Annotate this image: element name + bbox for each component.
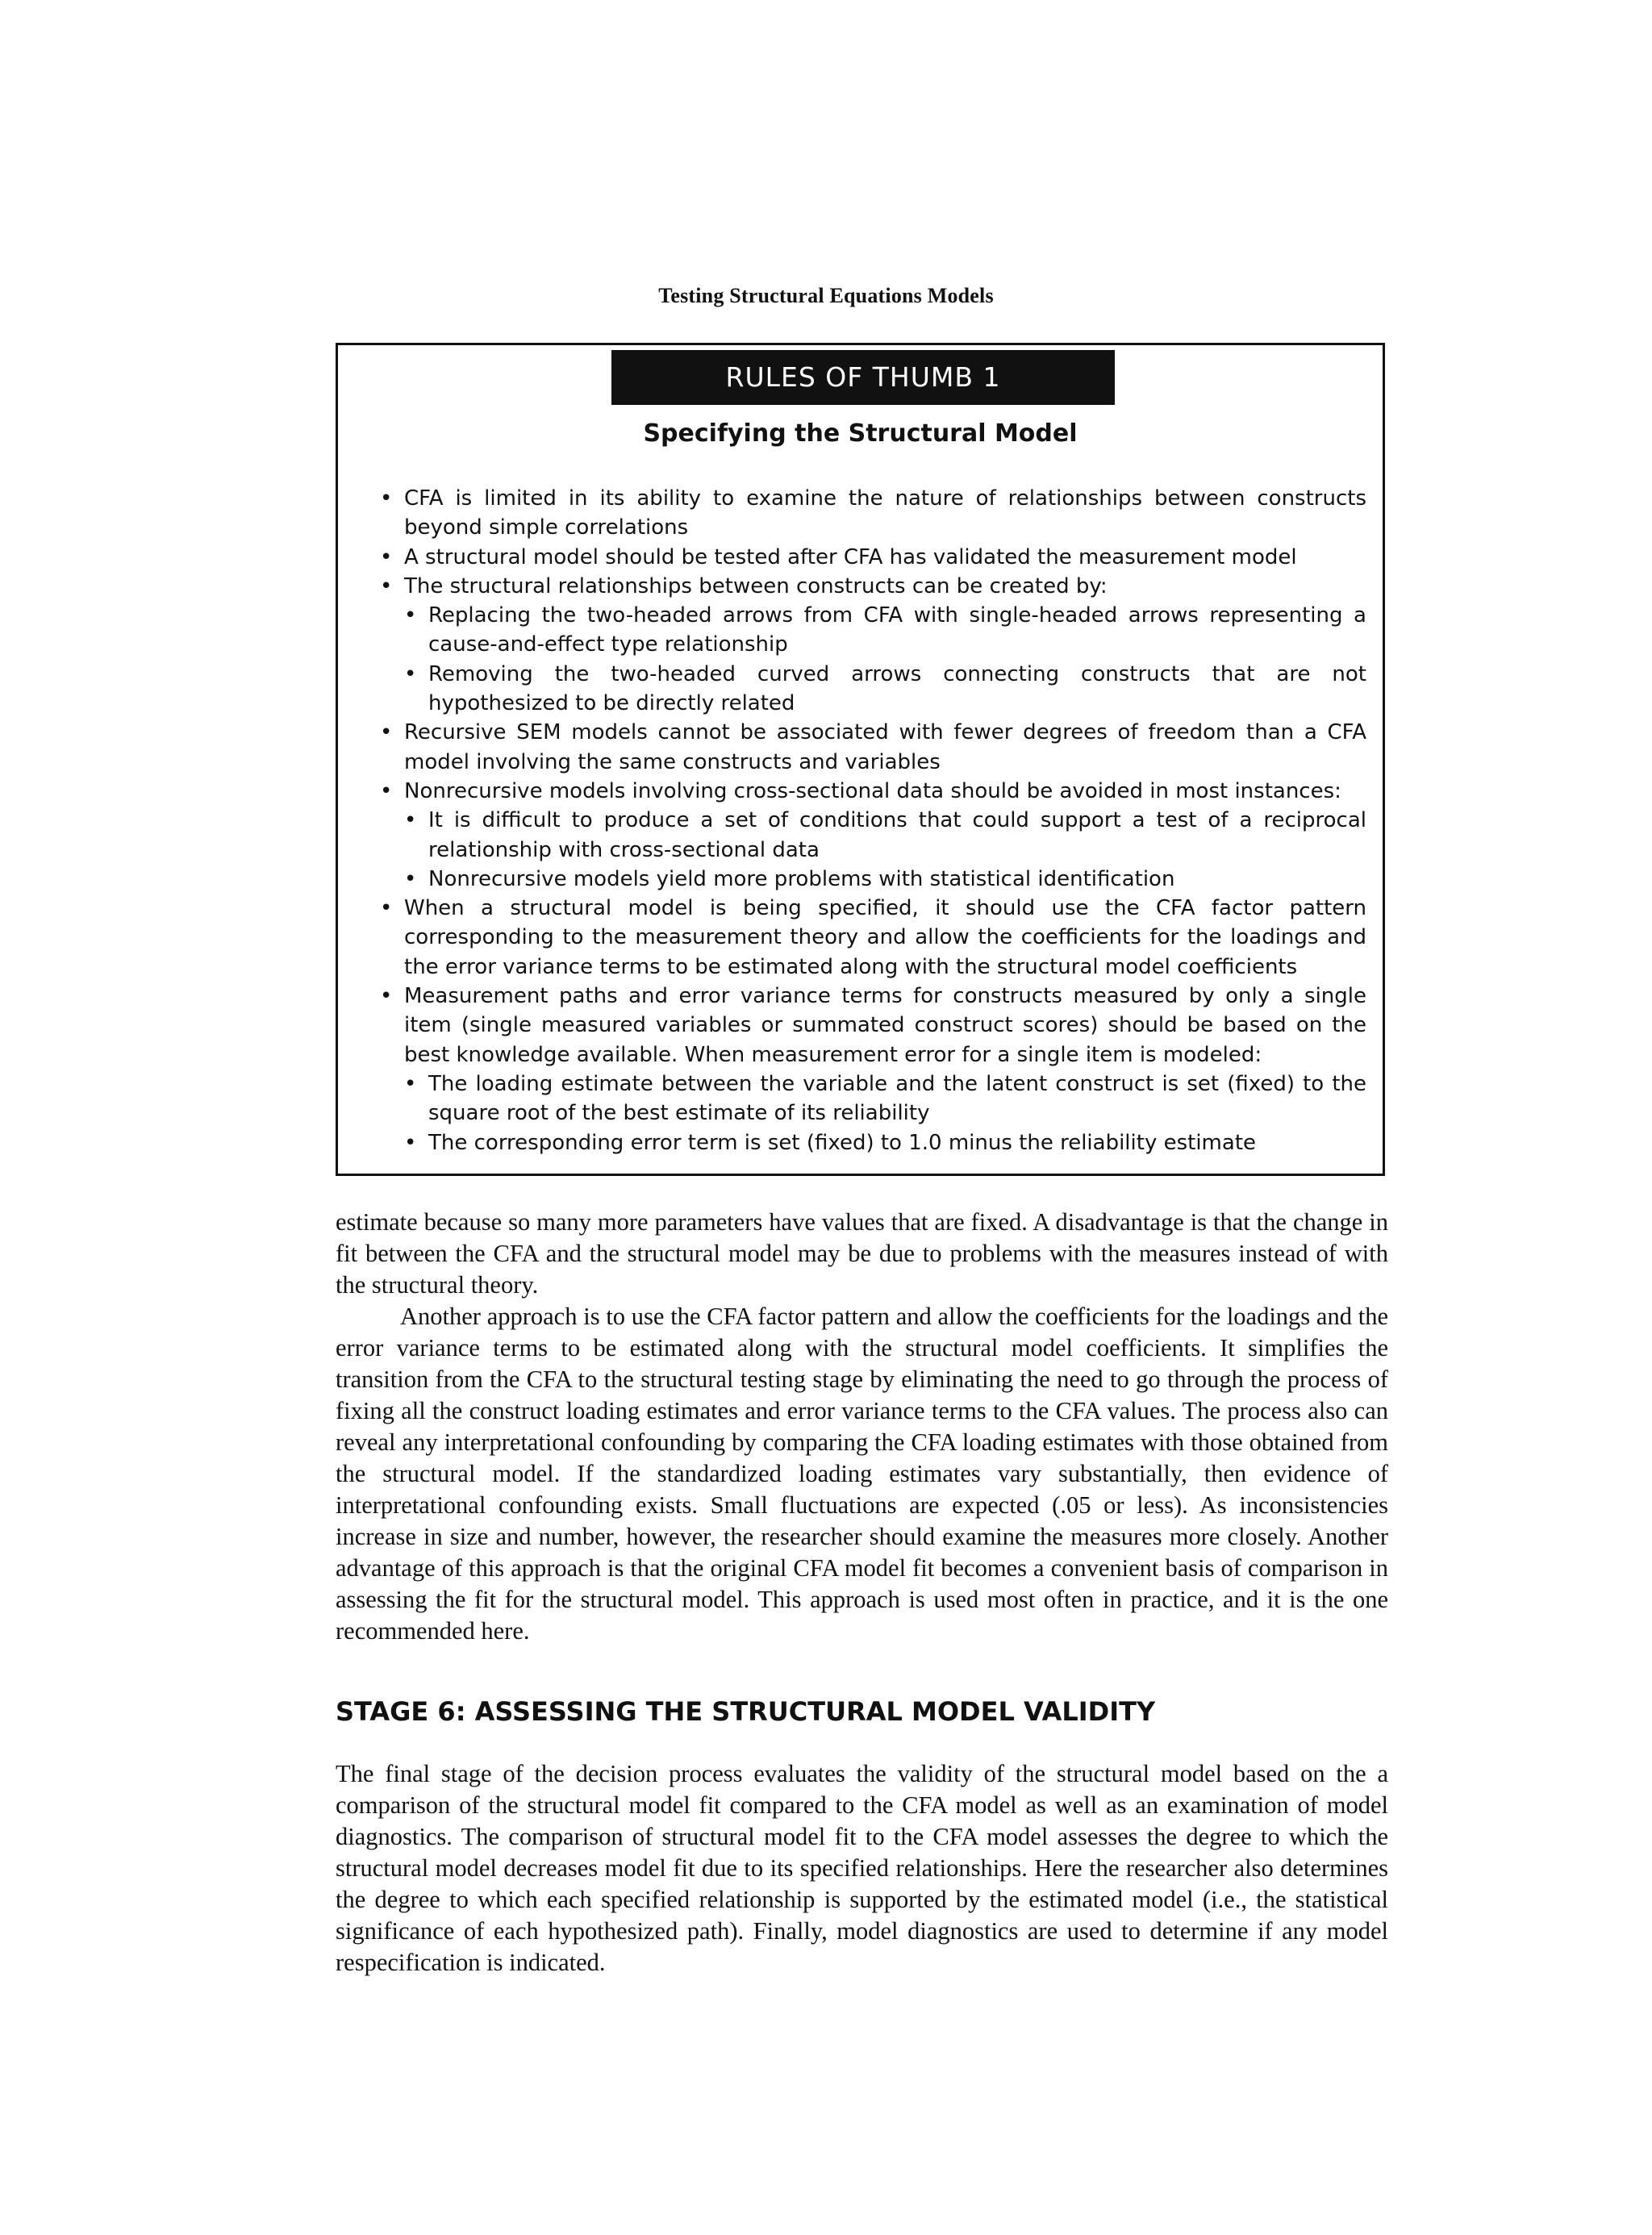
- bullet-item: [380, 572, 1366, 601]
- bullet-text: CFA is limited in its ability to examine the nature of relationships between constructs beyond simple correlations: [404, 486, 1366, 540]
- bullet-icon: •: [380, 778, 393, 803]
- body-paragraph-1: [336, 1207, 1388, 1301]
- bullet-text: Nonrecursive models involving cross-sectional data should be avoided in most instances:: [404, 778, 1341, 803]
- running-head: Testing Structural Equations Models: [658, 284, 994, 307]
- bullet-text: Recursive SEM models cannot be associated with fewer degrees of freedom than a CFA model involving the same constructs and variables: [404, 720, 1366, 774]
- paragraph-text: Another approach is to use the CFA factor pattern and allow the coefficients for the loadings and the error variance terms to be estimated along with the structural model coefficients. It simplifies the transition from the CFA to the structural testing stage by eliminating the need to go through the process of fixing all the construct loading estimates and error variance terms to the CFA values. The process also can reveal any interpretational confounding by comparing the CFA loading estimates with those obtained from the structural model. If the standardized loading estimates vary substantially, then evidence of interpretational confounding exists. Small fluctuations are expected (.05 or less). As inconsistencies increase in size and number, however, the researcher should examine the measures more closely. Another advantage of this approach is that the original CFA model fit becomes a convenient basis of comparison in assessing the fit for the structural model. This approach is used most often in practice, and it is the one recommended here.: [336, 1303, 1388, 1645]
- bullet-item: [380, 894, 1366, 982]
- bullet-icon: •: [404, 1071, 417, 1096]
- sub-bullet-item: [404, 865, 1366, 894]
- bullet-icon: •: [404, 661, 417, 686]
- sub-bullet-item: [404, 806, 1366, 865]
- bullet-item: [380, 543, 1366, 572]
- bullet-text: Nonrecursive models yield more problems with statistical identification: [428, 866, 1175, 891]
- bullet-text: Removing the two-headed curved arrows connecting constructs that are not hypothesized to be directly related: [428, 661, 1366, 716]
- bullet-icon: •: [380, 720, 393, 745]
- bullet-icon: •: [404, 866, 417, 891]
- bullet-item: [380, 777, 1366, 806]
- section-heading: STAGE 6: ASSESSING THE STRUCTURAL MODEL VALIDITY: [336, 1696, 1156, 1727]
- sub-bullet-item: [404, 601, 1366, 660]
- body-paragraph-2: [336, 1301, 1388, 1647]
- bullet-icon: •: [380, 896, 393, 921]
- bullet-text: When a structural model is being specified, it should use the CFA factor pattern corresponding to the measurement theory and allow the coefficients for the loadings and the error variance terms to be estimated along with the structural model coefficients: [404, 896, 1366, 979]
- bullet-text: Measurement paths and error variance terms for constructs measured by only a single item (single measured variables or summated construct scores) should be based on the best knowledge available. When measurement error for a single item is modeled:: [404, 984, 1366, 1067]
- rules-of-thumb-banner: RULES OF THUMB 1: [611, 350, 1115, 405]
- bullet-text: Replacing the two-headed arrows from CFA with single-headed arrows representing a cause-and-effect type relationship: [428, 603, 1366, 657]
- rules-of-thumb-box: [336, 343, 1385, 1176]
- bullet-item: [380, 484, 1366, 543]
- sub-bullet-item: [404, 660, 1366, 719]
- bullet-text: It is difficult to produce a set of conditions that could support a test of a reciprocal relationship with cross-sectional data: [428, 808, 1366, 862]
- paragraph-text: The final stage of the decision process evaluates the validity of the structural model based on the a comparison of the structural model fit compared to the CFA model as well as an examination of model diagnostics. The comparison of structural model fit to the CFA model assesses the degree to which the structural model decreases model fit due to its specified relationships. Here the researcher also determines the degree to which each specified relationship is supported by the estimated model (i.e., the statistical significance of each hypothesized path). Finally, model diagnostics are used to determine if any model respecification is indicated.: [336, 1760, 1388, 1976]
- bullet-icon: •: [380, 573, 393, 598]
- bullet-text: The loading estimate between the variable and the latent construct is set (fixed) to the square root of the best estimate of its reliability: [428, 1071, 1366, 1126]
- rules-of-thumb-list: [338, 484, 1383, 1157]
- bullet-text: A structural model should be tested after CFA has validated the measurement model: [404, 544, 1297, 569]
- bullet-icon: •: [380, 984, 393, 1009]
- bullet-icon: •: [380, 544, 393, 569]
- bullet-icon: •: [380, 486, 393, 511]
- paragraph-text: estimate because so many more parameters have values that are fixed. A disadvantage is that the change in fit between the CFA and the structural model may be due to problems with the measures instead of with the structural theory.: [336, 1208, 1388, 1299]
- rules-of-thumb-title: Specifying the Structural Model: [643, 419, 1078, 448]
- bullet-item: [380, 982, 1366, 1070]
- bullet-icon: •: [404, 603, 417, 628]
- bullet-text: The structural relationships between constructs can be created by:: [404, 573, 1108, 598]
- sub-bullet-item: [404, 1128, 1366, 1157]
- bullet-text: The corresponding error term is set (fixed) to 1.0 minus the reliability estimate: [428, 1130, 1257, 1155]
- body-paragraph-3: [336, 1758, 1388, 1979]
- bullet-item: [380, 718, 1366, 777]
- sub-bullet-item: [404, 1070, 1366, 1128]
- bullet-icon: •: [404, 1130, 417, 1155]
- bullet-icon: •: [404, 808, 417, 833]
